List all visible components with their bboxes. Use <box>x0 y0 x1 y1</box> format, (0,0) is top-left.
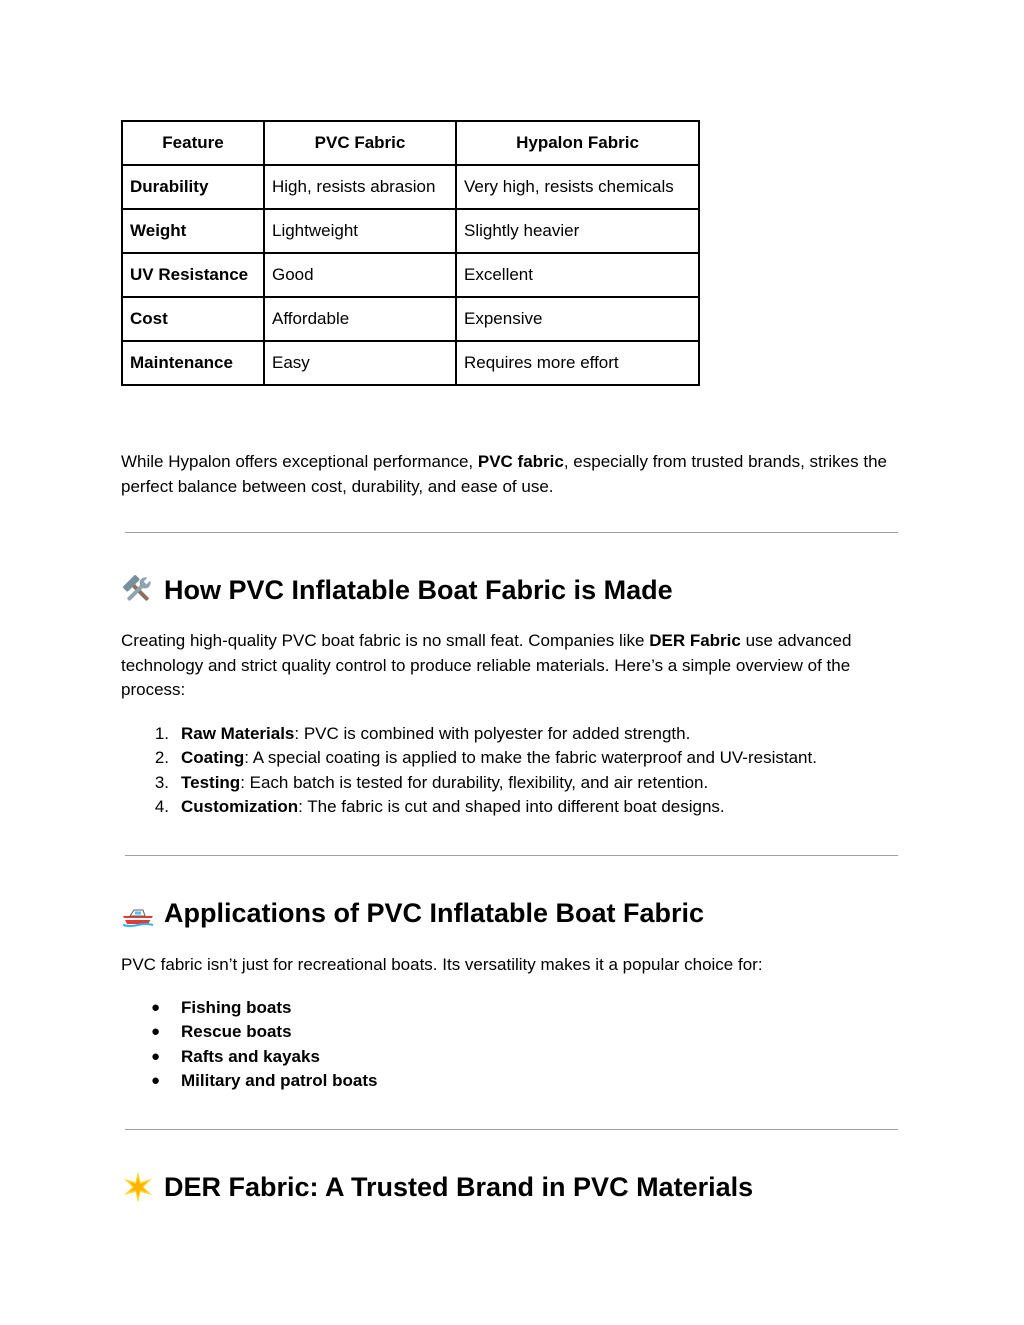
table-cell-hypalon: Requires more effort <box>456 341 699 385</box>
hammer-and-wrench-icon <box>121 573 155 607</box>
summary-bold-text: PVC fabric <box>477 452 564 471</box>
table-row <box>122 209 699 253</box>
step-label: Raw Materials <box>181 724 295 743</box>
table-header-cell: Hypalon Fabric <box>456 121 699 165</box>
bullet-icon: ● <box>151 1023 161 1041</box>
section-title: DER Fabric: A Trusted Brand in PVC Materials <box>164 1172 754 1202</box>
made-intro-paragraph <box>121 629 901 703</box>
table-row <box>122 165 699 209</box>
table-cell-pvc: Good <box>264 253 456 297</box>
step-text: : Each batch is tested for durability, flexibility, and air retention. <box>240 772 709 792</box>
list-item <box>121 722 817 746</box>
made-intro-text: Creating high-quality PVC boat fabric is no small feat. Companies like <box>121 631 650 650</box>
table-cell-feature: Cost <box>122 297 264 341</box>
table-cell-pvc: Affordable <box>264 297 456 341</box>
table-header-cell: PVC Fabric <box>264 121 456 165</box>
table-cell-pvc: Easy <box>264 341 456 385</box>
step-label: Customization <box>181 796 299 816</box>
list-item <box>121 746 817 770</box>
application-label: Rafts and kayaks <box>181 1046 320 1066</box>
table-cell-hypalon: Very high, resists chemicals <box>456 165 699 209</box>
bullet-icon: ● <box>151 999 161 1016</box>
summary-paragraph <box>121 450 901 499</box>
section-title: Applications of PVC Inflatable Boat Fabric <box>164 898 705 928</box>
horizontal-divider <box>125 855 898 856</box>
summary-text: , especially from trusted brands, strikes the perfect balance between cost, durability, and ease of use. <box>121 452 887 496</box>
section-heading-brand <box>121 1170 921 1204</box>
list-number: 1. <box>154 724 169 743</box>
bullet-icon: ● <box>151 1047 161 1065</box>
section-heading-made <box>121 573 921 607</box>
list-item <box>121 996 377 1020</box>
list-number: 2. <box>154 748 169 768</box>
section-heading-applications <box>121 896 921 930</box>
table-row <box>122 297 699 341</box>
summary-text: While Hypalon offers exceptional performance, <box>121 452 478 471</box>
step-text: : A special coating is applied to make the fabric waterproof and UV-resistant. <box>244 748 817 768</box>
section-title: How PVC Inflatable Boat Fabric is Made <box>164 575 673 605</box>
list-number: 3. <box>154 772 169 792</box>
step-label: Coating <box>181 748 245 768</box>
table-cell-feature: Durability <box>122 165 264 209</box>
step-text: : The fabric is cut and shaped into different boat designs. <box>298 796 725 816</box>
table-cell-feature: Weight <box>122 209 264 253</box>
table-row <box>122 341 699 385</box>
process-steps-list <box>121 722 817 819</box>
table-cell-pvc: Lightweight <box>264 209 456 253</box>
horizontal-divider <box>125 532 898 533</box>
horizontal-divider <box>125 1129 898 1130</box>
list-item <box>121 1069 377 1093</box>
list-item <box>121 1045 377 1069</box>
bullet-icon: ● <box>151 1071 161 1089</box>
table-row <box>122 253 699 297</box>
glowing-star-icon <box>121 1170 155 1204</box>
table-cell-hypalon: Slightly heavier <box>456 209 699 253</box>
table-header-cell: Feature <box>122 121 264 165</box>
brand-name-bold: DER Fabric <box>649 631 741 650</box>
list-item <box>121 795 817 819</box>
table-cell-hypalon: Excellent <box>456 253 699 297</box>
step-text: : PVC is combined with polyester for added strength. <box>294 724 691 743</box>
application-label: Military and patrol boats <box>181 1070 378 1090</box>
table-cell-pvc: High, resists abrasion <box>264 165 456 209</box>
list-item <box>121 1020 377 1044</box>
applications-list <box>121 996 377 1093</box>
table-header-row <box>122 121 699 165</box>
made-intro-text: use advanced technology and strict quality control to produce reliable materials. Here’s a simple overview of the process: <box>121 631 852 699</box>
application-label: Fishing boats <box>181 998 292 1017</box>
speedboat-icon <box>121 896 155 930</box>
applications-intro-paragraph: PVC fabric isn’t just for recreational boats. Its versatility makes it a popular choice for: <box>121 955 763 974</box>
application-label: Rescue boats <box>181 1022 292 1042</box>
list-item <box>121 771 817 795</box>
table-cell-hypalon: Expensive <box>456 297 699 341</box>
table-cell-feature: Maintenance <box>122 341 264 385</box>
list-number: 4. <box>154 796 169 816</box>
comparison-table <box>121 120 700 386</box>
table-cell-feature: UV Resistance <box>122 253 264 297</box>
step-label: Testing <box>181 772 241 792</box>
